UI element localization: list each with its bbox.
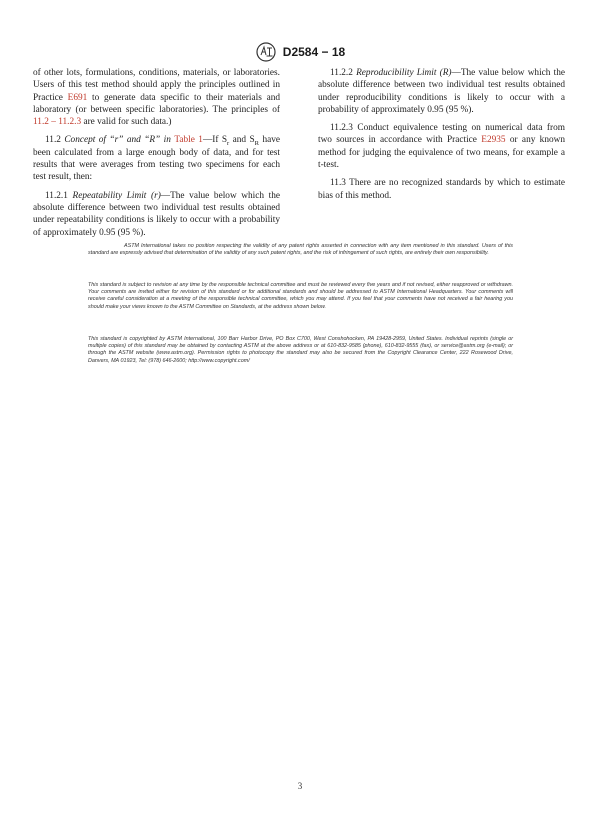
page-header <box>0 42 600 62</box>
revision-notice: This standard is subject to revision at any time by the responsible technical committee and must be reviewed every five years and if not revised, either reapproved or withdrawn. Your comments are invited either for revision of this standard or for additional standards and should be addressed to ASTM International Headquarters. Your comments will receive careful consideration at a meeting of the responsible technical committee, which you may attend. If you feel that your comments have not received a fair hearing you should make your views known to the ASTM Committee on Standards, at the address shown below. <box>88 282 513 310</box>
paragraph-11-3: 11.3 There are no recognized standards by which to estimate bias of this method. <box>318 178 565 201</box>
document-id: D2584 − 18 <box>282 45 346 59</box>
section-title: Concept of “r” and “R” in <box>64 135 175 146</box>
patent-notice: ASTM International takes no position respecting the validity of any patent rights asserted in connection with any item mentioned in this standard. Users of this standard are expressly advised that determination of the validity of any such patent rights, and the risk of infringement of such rights, are entirely their own responsibility. <box>88 243 513 257</box>
paragraph-11-2-2: 11.2.2 Reproducibility Limit (R)—The value below which the absolute difference between two individual test results obtained under reproducibility conditions is likely to occur with a probability of approximately 0.95 (95 %). <box>318 68 566 115</box>
left-column <box>33 67 280 245</box>
link-section-range[interactable]: 11.2 – 11.2.3 <box>33 117 82 128</box>
link-e2935[interactable]: E2935 <box>481 135 506 146</box>
paragraph-11-2: 11.2 Concept of “r” and “R” in Table 1—If $S_r$ and $S_R$ have been calculated from a large enough body of data, and for test results that were averages from testing two specimens for each test result, then: <box>33 135 280 183</box>
astm-logo-icon <box>255 42 277 62</box>
copyright-notice: This standard is copyrighted by ASTM International, 100 Barr Harbor Drive, PO Box C700, West Conshohocken, PA 19428-2959, United States. Individual reprints (single or multiple copies) of this standard may be obtained by contacting ASTM at the above address or at 610-832-9585 (phone), 610-832-9555 (fax), or service@astm.org (e-mail); or through the ASTM website (www.astm.org). Permission rights to photocopy the standard may also be secured from the Copyright Clearance Center, 222 Rosewood Drive, Danvers, MA 01923, Tel: (978) 646-2600; http://www.copyright.com/ <box>88 336 513 364</box>
right-column <box>318 67 565 208</box>
link-e691[interactable]: E691 <box>67 92 88 103</box>
paragraph-11-2-3: 11.2.3 Conduct equivalence testing on numerical data from two sources in accordance with Practice E2935 or any known method for judging the equivalence of two means, for example a t-test. <box>318 123 565 171</box>
paragraph-11-1-continued: of other lots, formulations, conditions, materials, or laboratories. Users of this test method should apply the principles outlined in Practice E691 to generate data specific to their materials and laboratory (or between specific laboratories). The principles of 11.2 – 11.2.3 are valid for such data.) <box>33 68 280 128</box>
section-title: Repeatability Limit (r) <box>72 190 161 201</box>
page-number: 3 <box>297 781 303 791</box>
link-table-1[interactable]: Table 1 <box>174 135 203 146</box>
paragraph-11-2-1: 11.2.1 Repeatability Limit (r)—The value below which the absolute difference between two individual test results obtained under repeatability conditions is likely to occur with a probability of approximately 0.95 (95 %). <box>33 190 280 238</box>
section-title: Reproducibility Limit (R) <box>356 68 452 78</box>
